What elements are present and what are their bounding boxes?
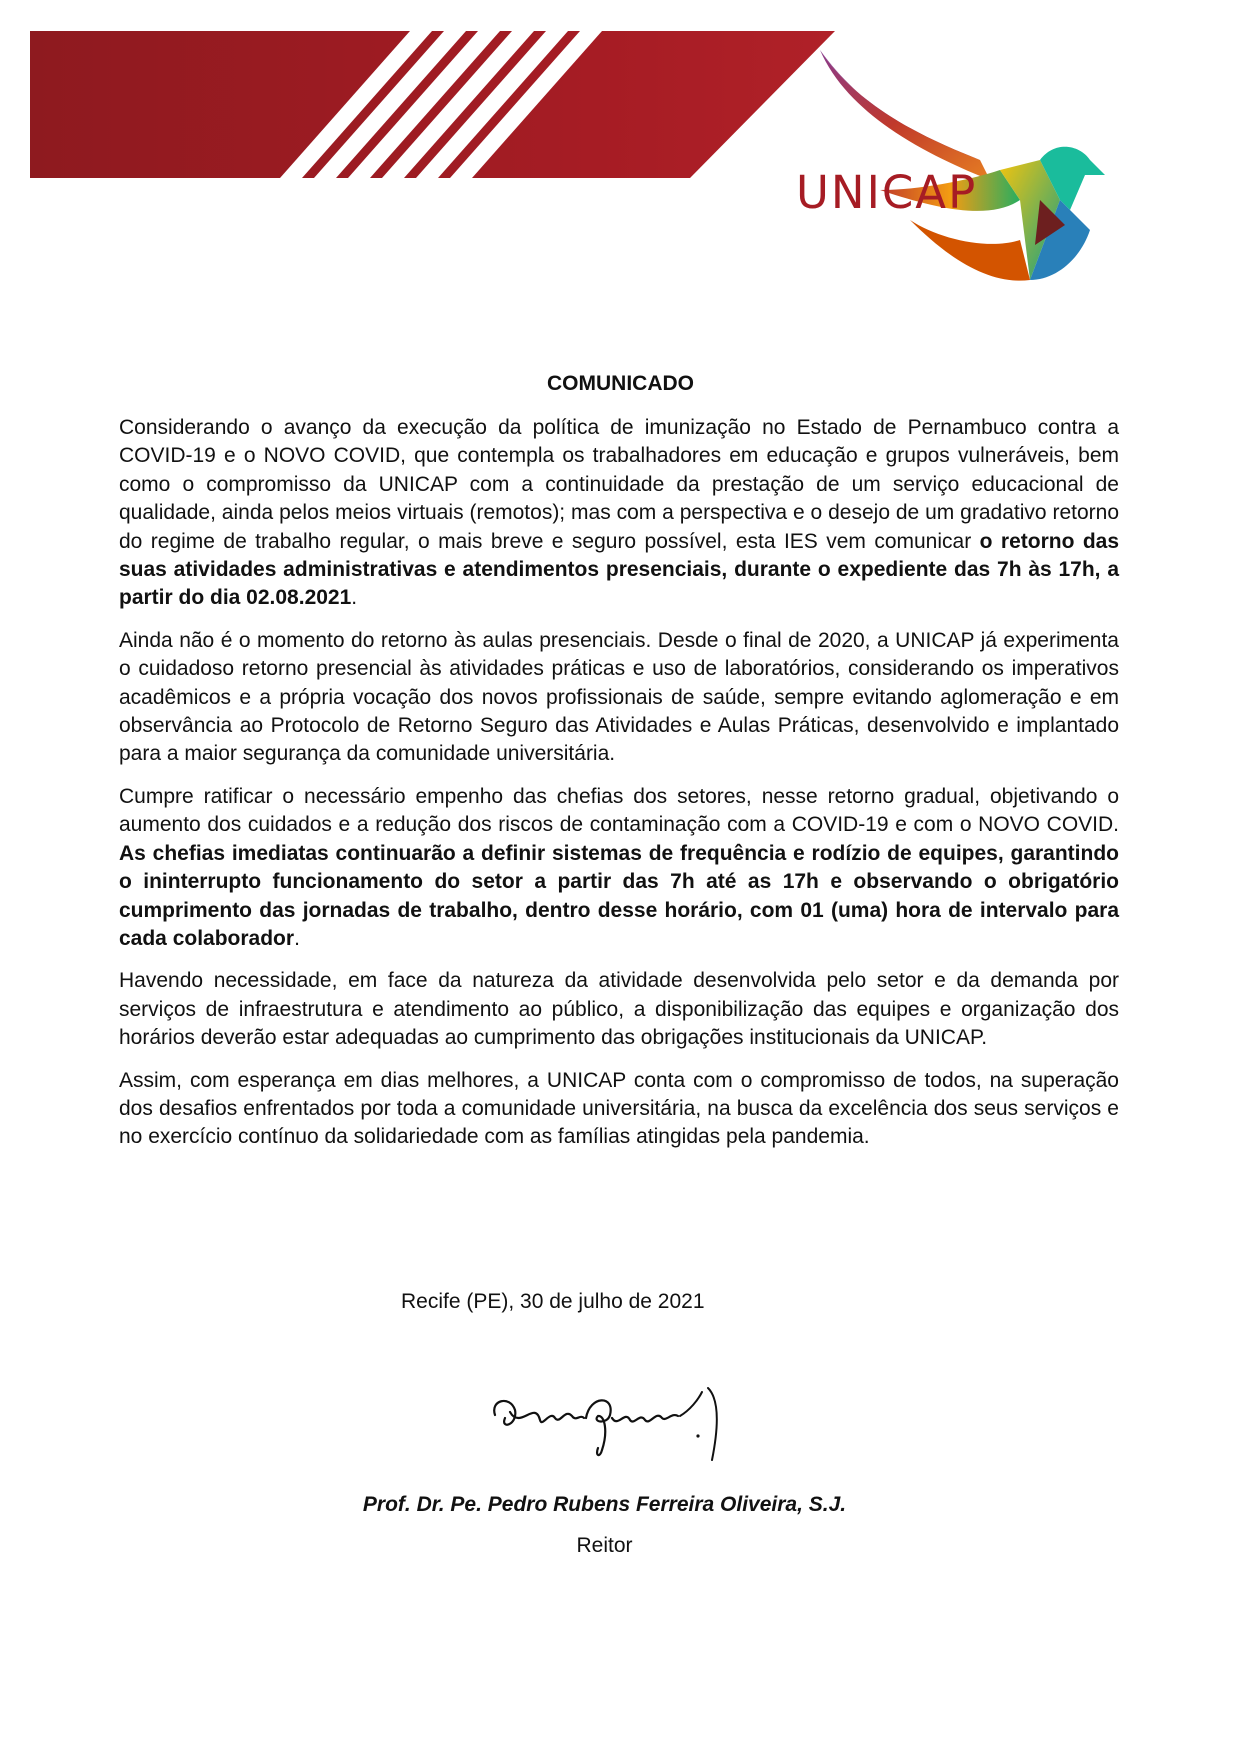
paragraph-1: [119, 414, 1119, 613]
handwritten-signature: [480, 1370, 730, 1480]
paragraph-text: Considerando o avanço da execução da política de imunização no Estado de Pernambuco contra a COVID-19 e o NOVO COVID, que contempla os trabalhadores em educação e grupos vulneráveis, bem como o compromisso da UNICAP com a continuidade da prestação de um serviço educacional de qualidade, ainda pelos meios virtuais (remotos); mas com a perspectiva e o desejo de um gradativo retorno do regime de trabalho regular, o mais breve e seguro possível, esta IES vem comunicar: [119, 416, 1119, 553]
paragraph-text: Ainda não é o momento do retorno às aulas presenciais. Desde o final de 2020, a UNICAP já experimenta o cuidadoso retorno presencial às atividades práticas e uso de laboratórios, considerando os imperativos acadêmicos e a própria vocação dos novos profissionais de saúde, sempre evitando aglomeração e em observância ao Protocolo de Retorno Seguro das Atividades e Aulas Práticas, desenvolvido e implantado para a maior segurança da comunidade universitária.: [119, 628, 1119, 766]
signatory-title: Reitor: [576, 1534, 633, 1557]
paragraph-text: Assim, com esperança em dias melhores, a UNICAP conta com o compromisso de todos, na superação dos desafios enfrentados por toda a comunidade universitária, na busca da excelência dos seus serviços e no exercício contínuo da solidariedade com as famílias atingidas pela pandemia.: [119, 1068, 1119, 1149]
paragraph-text: .: [294, 926, 300, 950]
paragraph-bold-text: o retorno das suas atividades administrativas e atendimentos presenciais, durante o expediente das 7h às 17h, a partir do dia 02.08.2021: [119, 529, 1120, 610]
date-line: Recife (PE), 30 de julho de 2021: [401, 1290, 705, 1313]
logo-wordmark: UNICAP: [796, 166, 978, 219]
paragraph-5: [119, 1067, 1119, 1152]
paragraph-2: [119, 627, 1119, 769]
paragraph-4: [119, 967, 1119, 1052]
paragraph-3: [119, 783, 1119, 953]
signatory-name: Prof. Dr. Pe. Pedro Rubens Ferreira Oliveira, S.J.: [362, 1493, 847, 1516]
document-body: [119, 414, 1119, 1166]
paragraph-bold-text: As chefias imediatas continuarão a definir sistemas de frequência e rodízio de equipes, garantindo o ininterrupto funcionamento do setor a partir das 7h até as 17h e observando o obrigatório cumprimento das jornadas de trabalho, dentro desse horário, com 01 (uma) hora de intervalo para cada colaborador: [119, 841, 1119, 950]
paragraph-text: .: [351, 586, 358, 610]
paragraph-text: Havendo necessidade, em face da natureza da atividade desenvolvida pelo setor e da demanda por serviços de infraestrutura e atendimento ao público, a disponibilização das equipes e organização dos horários deverão estar adequadas ao cumprimento das obrigações institucionais da UNICAP.: [119, 969, 1119, 1050]
document-title: COMUNICADO: [547, 372, 694, 395]
header-banner: [30, 31, 835, 178]
paragraph-text: Cumpre ratificar o necessário empenho das chefias dos setores, nesse retorno gradual, objetivando o aumento dos cuidados e a redução dos riscos de contaminação com a COVID-19 e com o NOVO COVID.: [119, 784, 1119, 837]
